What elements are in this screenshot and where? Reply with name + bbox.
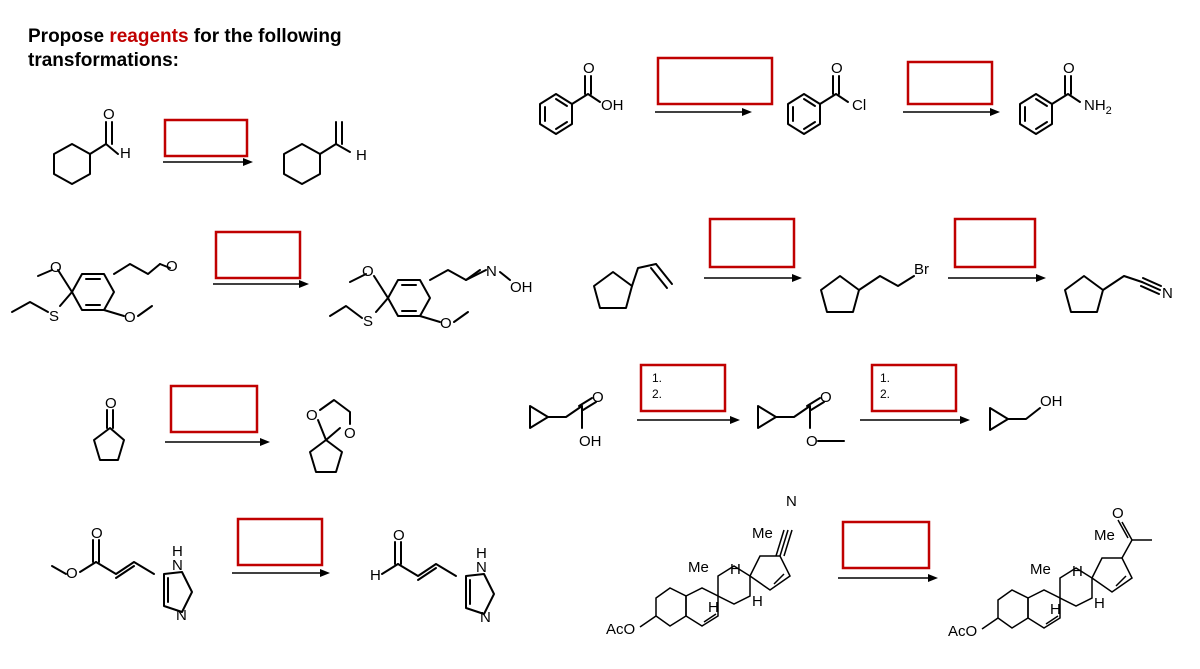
- imidazole-h-label-2: H: [476, 545, 487, 562]
- arrowhead-1: [243, 158, 253, 166]
- reagent-box-10[interactable]: [238, 519, 322, 565]
- arrowhead-5: [792, 274, 802, 282]
- steroid-me-label-3: Me: [1094, 527, 1115, 544]
- steroid-me-label-1: Me: [752, 525, 773, 542]
- methoxy-o-label-3: O: [362, 263, 374, 280]
- chloride-carbonyl-o-label: O: [831, 60, 843, 77]
- reaction-7: [52, 519, 494, 626]
- reaction-8: [606, 493, 1152, 640]
- arrowhead-6: [1036, 274, 1046, 282]
- imidazole-nh-label-2: N: [476, 559, 487, 576]
- imidazole-nh-label-1: N: [172, 557, 183, 574]
- benzamide-structure: [1020, 60, 1112, 134]
- cyclopentanone-structure: [94, 395, 124, 460]
- reagent-box-3[interactable]: [908, 62, 992, 104]
- product-aldehyde-o-label: O: [393, 527, 405, 544]
- arrowhead-2: [742, 108, 752, 116]
- amide-nh-text: NH: [1084, 97, 1106, 114]
- steroid-h-label-2: H: [708, 599, 719, 616]
- instruction-highlight: reagents: [109, 26, 189, 47]
- product-aldehyde-h-label: H: [370, 567, 381, 584]
- oxime-oh-label: OH: [510, 279, 533, 296]
- methoxy-o-label-2: O: [124, 309, 136, 326]
- imidazole-h-label-1: H: [172, 543, 183, 560]
- step-label-2b: 2.: [880, 387, 891, 401]
- arrowhead-4: [299, 280, 309, 288]
- ester-o-label-2: O: [66, 565, 78, 582]
- arrowhead-8: [730, 416, 740, 424]
- reagent-box-1[interactable]: [165, 120, 247, 156]
- cyclohexyl-alkene-structure: [284, 122, 367, 184]
- arrowhead-10: [320, 569, 330, 577]
- reaction-1: [54, 106, 367, 184]
- aryl-aldehyde-structure: [12, 258, 178, 326]
- reagent-box-11[interactable]: [843, 522, 929, 568]
- steroid-h-label-5: H: [1050, 601, 1061, 618]
- steroid-h-label-6: H: [1094, 595, 1105, 612]
- bromopropyl-cyclopentane-structure: [821, 261, 929, 312]
- steroid-aco-label-2: AcO: [948, 623, 978, 640]
- chloride-cl-label: Cl: [852, 97, 867, 114]
- steroid-h-label-3: H: [752, 593, 763, 610]
- ester-o-label: O: [806, 433, 818, 450]
- imidazole-n-label-2: N: [480, 609, 491, 626]
- cyclopropane-carboxylic-acid-structure: [530, 389, 604, 450]
- imidazole-ester-structure: [52, 525, 192, 624]
- arrowhead-3: [990, 108, 1000, 116]
- acid-o-label-2: O: [592, 389, 604, 406]
- alcohol-oh-label: OH: [1040, 393, 1063, 410]
- benzoic-acid-structure: [540, 60, 624, 134]
- oxime-n-label: N: [486, 263, 497, 280]
- reagent-box-7[interactable]: [171, 386, 257, 432]
- ester-carbonyl-o-label: O: [820, 389, 832, 406]
- steroid-h-label-4: H: [1072, 563, 1083, 580]
- instruction-prefix: Propose: [28, 26, 110, 47]
- imidazole-aldehyde-structure: [370, 527, 494, 626]
- amide-nh-subscript: 2: [1105, 105, 1112, 117]
- step-label-1b: 2.: [652, 387, 663, 401]
- cyclopentyl-nitrile-structure: [1065, 276, 1173, 312]
- reaction-3: [12, 232, 533, 332]
- amide-carbonyl-o-label: O: [1063, 60, 1075, 77]
- steroid-aco-label-1: AcO: [606, 621, 636, 638]
- allyl-cyclopentane-structure: [594, 264, 672, 308]
- ketone-o-label: O: [105, 395, 117, 412]
- amide-nh-label: [1084, 97, 1112, 117]
- acid-oh-label: OH: [601, 97, 624, 114]
- instruction-suffix: for the following: [188, 26, 342, 47]
- dioxolane-ketal-structure: [306, 400, 356, 472]
- ketal-o-label-1: O: [306, 407, 318, 424]
- arrowhead-9: [960, 416, 970, 424]
- arrowhead-11: [928, 574, 938, 582]
- steroid-me-label-4: Me: [1030, 561, 1051, 578]
- bromine-label: Br: [914, 261, 929, 278]
- reagent-box-4[interactable]: [216, 232, 300, 278]
- steroid-ketone-o-label: O: [1112, 505, 1124, 522]
- acid-carbonyl-o-label: O: [583, 60, 595, 77]
- carbonyl-oxygen-label: O: [103, 106, 115, 123]
- cyclopropane-methyl-ester-structure: [758, 389, 844, 450]
- steroid-nitrile-n-label: N: [786, 493, 797, 510]
- instruction-line2: transformations:: [28, 50, 179, 71]
- aldehyde-h-label: H: [120, 145, 131, 162]
- reaction-5: [94, 386, 356, 472]
- acid-oh-label-2: OH: [579, 433, 602, 450]
- ketal-o-label-2: O: [344, 425, 356, 442]
- reaction-6: [530, 365, 1063, 450]
- reagent-box-6[interactable]: [955, 219, 1035, 267]
- nitrile-n-label: N: [1162, 285, 1173, 302]
- imidazole-n-label-1: N: [176, 607, 187, 624]
- thio-s-label-2: S: [363, 313, 374, 330]
- methoxy-o-label-1: O: [50, 259, 62, 276]
- reagent-box-2[interactable]: [658, 58, 772, 104]
- step-label-1a: 1.: [652, 371, 663, 385]
- reaction-2: [540, 58, 1112, 134]
- thio-s-label-1: S: [49, 308, 60, 325]
- steroid-me-label-2: Me: [688, 559, 709, 576]
- arrowhead-7: [260, 438, 270, 446]
- step-label-2a: 1.: [880, 371, 891, 385]
- aryl-oxime-structure: [330, 263, 533, 332]
- ester-carbonyl-o-label-2: O: [91, 525, 103, 542]
- aldehyde-o-label-2: O: [166, 258, 178, 275]
- methoxy-o-label-4: O: [440, 315, 452, 332]
- steroid-h-label-1: H: [730, 561, 741, 578]
- alkene-h-label: H: [356, 147, 367, 164]
- reagent-box-5[interactable]: [710, 219, 794, 267]
- steroid-ketone-structure: [948, 505, 1152, 640]
- reaction-4: [594, 219, 1173, 312]
- benzoyl-chloride-structure: [788, 60, 866, 134]
- cyclohexyl-aldehyde-structure: [54, 106, 131, 184]
- cyclopropylmethanol-structure: [990, 393, 1063, 430]
- steroid-nitrile-structure: [606, 493, 797, 638]
